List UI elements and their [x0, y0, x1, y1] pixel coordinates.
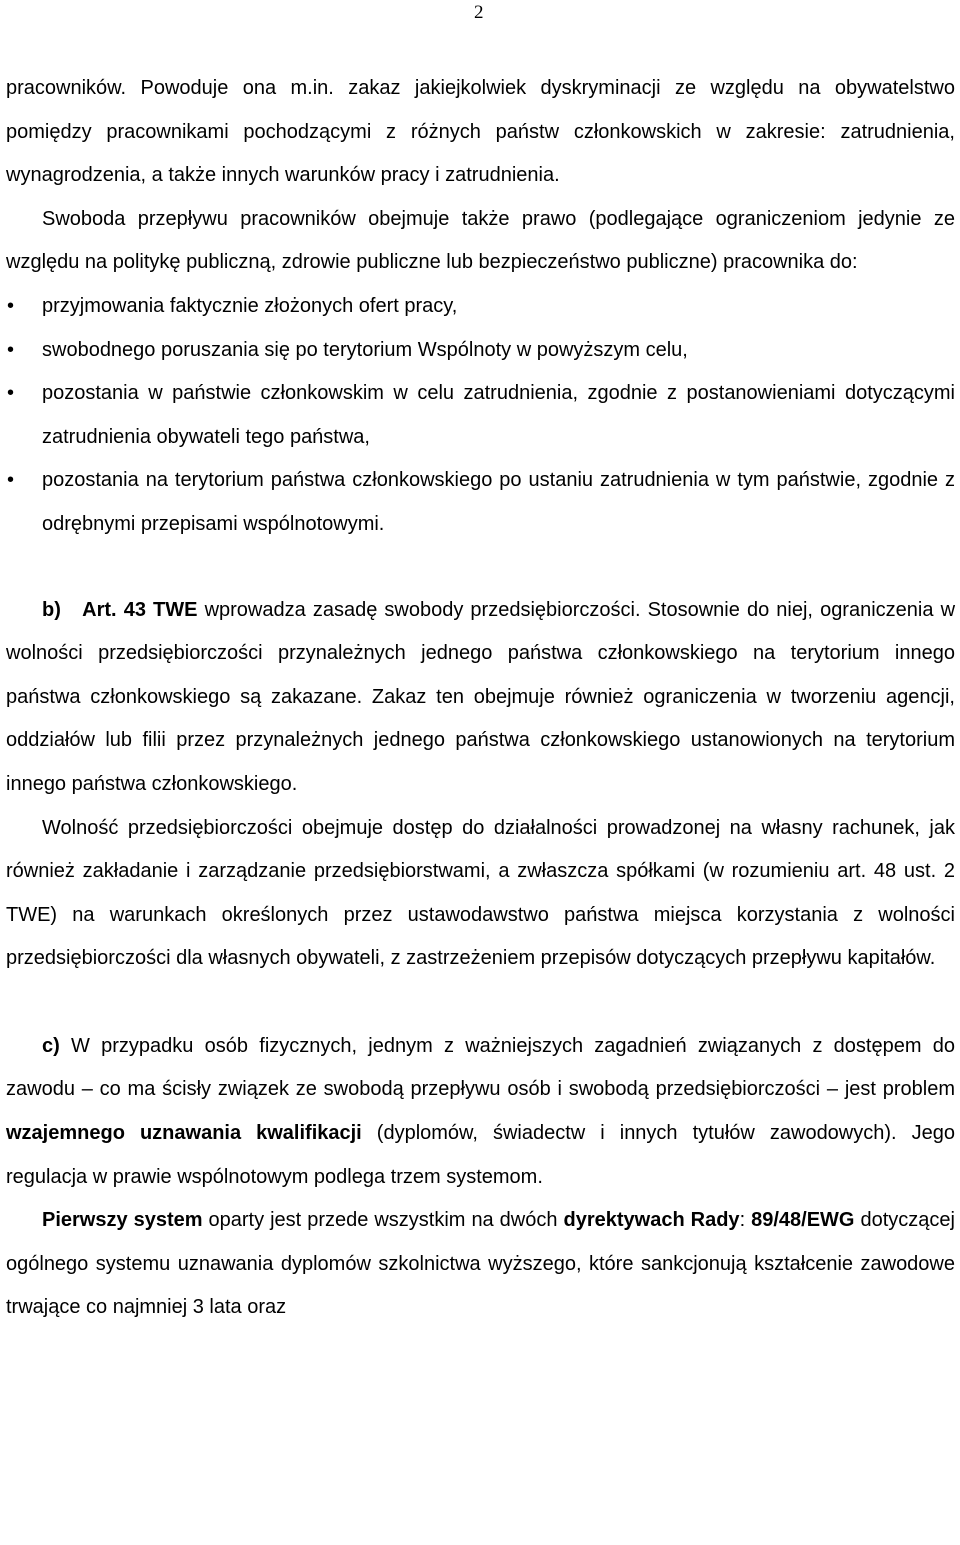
list-item: • pozostania w państwie członkowskim w celu zatrudnienia, zgodnie z postanowieniami dotyczącymi zatrudnienia obywateli tego państwa,	[42, 372, 955, 459]
section-c-bold-term: wzajemnego uznawania kwalifikacji	[6, 1122, 362, 1145]
paragraph-first-system	[6, 1199, 955, 1330]
section-b-paragraph	[6, 589, 955, 807]
paragraph-freedom-of-movement: Swoboda przepływu pracowników obejmuje także prawo (podlegające ograniczeniom jedynie ze względu na politykę publiczną, zdrowie publiczne lub bezpieczeństwo publiczne) pracownika do:	[6, 207, 955, 274]
section-c-paragraph	[6, 1025, 955, 1199]
spacer	[6, 547, 955, 589]
section-c-text-after: (dyplomów, świadectw i innych tytułów zawodowych). Jego regulacja w prawie wspólnotowym podlega trzem systemom.	[6, 1122, 955, 1188]
section-c-marker: c)	[42, 1034, 60, 1057]
document-body	[6, 67, 955, 1330]
directive-number: 89/48/EWG	[751, 1209, 855, 1232]
section-b-text: wprowadza zasadę swobody przedsiębiorczości. Stosownie do niej, ograniczenia w wolności przedsiębiorczości przynależnych jednego państwa członkowskiego na terytorium innego państwa członkowskiego są zakazane. Zakaz ten obejmuje również ograniczenia w tworzeniu agencji, oddziałów lub filii przez przynależnych jednego państwa członkowskiego ustanowionych na terytorium innego państwa członkowskiego.	[6, 598, 956, 795]
list-item: • pozostania na terytorium państwa członkowskiego po ustaniu zatrudnienia w tym państwie, zgodnie z odrębnymi przepisami wspólnotowymi.	[42, 459, 955, 546]
first-system-label: Pierwszy system	[42, 1209, 203, 1232]
section-b-article: Art. 43 TWE	[82, 598, 198, 621]
paragraph-freedom-of-establishment: Wolność przedsiębiorczości obejmuje dostęp do działalności prowadzonej na własny rachunek, jak również zakładanie i zarządzanie przedsiębiorstwami, a zwłaszcza spółkami (w rozumieniu art. 48 ust. 2 TWE) na warunkach określonych przez ustawodawstwo państwa miejsca korzystania z wolności przedsiębiorczości dla własnych obywateli, z zastrzeżeniem przepisów dotyczących przepływu kapitałów.	[6, 816, 955, 970]
page-number: 2	[474, 2, 484, 23]
list-item: • swobodnego poruszania się po terytorium Wspólnoty w powyższym celu,	[42, 329, 955, 373]
spacer	[6, 981, 955, 1025]
paragraph-workers-discrimination: pracowników. Powoduje ona m.in. zakaz jakiejkolwiek dyskryminacji ze względu na obywatelstwo pomiędzy pracownikami pochodzącymi z różnych państw członkowskich w zakresie: zatrudnienia, wynagrodzenia, a także innych warunków pracy i zatrudnienia.	[6, 77, 955, 187]
list-item: • przyjmowania faktycznie złożonych ofert pracy,	[42, 285, 955, 329]
rights-list	[6, 285, 955, 547]
first-system-text-2: :	[739, 1209, 752, 1232]
section-b-marker: b)	[42, 598, 61, 621]
council-directives-label: dyrektywach Rady	[563, 1209, 740, 1232]
first-system-text-1: oparty jest przede wszystkim na dwóch	[202, 1209, 564, 1232]
section-c-text-before: W przypadku osób fizycznych, jednym z ważniejszych zagadnień związanych z dostępem do zawodu – co ma ścisły związek ze swobodą przepływu osób i swobodą przedsiębiorczości – jest problem	[6, 1034, 955, 1101]
first-system-text-3: dotyczącej ogólnego systemu uznawania dyplomów szkolnictwa wyższego, które sankcjonują kształcenie zawodowe trwające co najmniej 3 lata oraz	[6, 1209, 955, 1319]
